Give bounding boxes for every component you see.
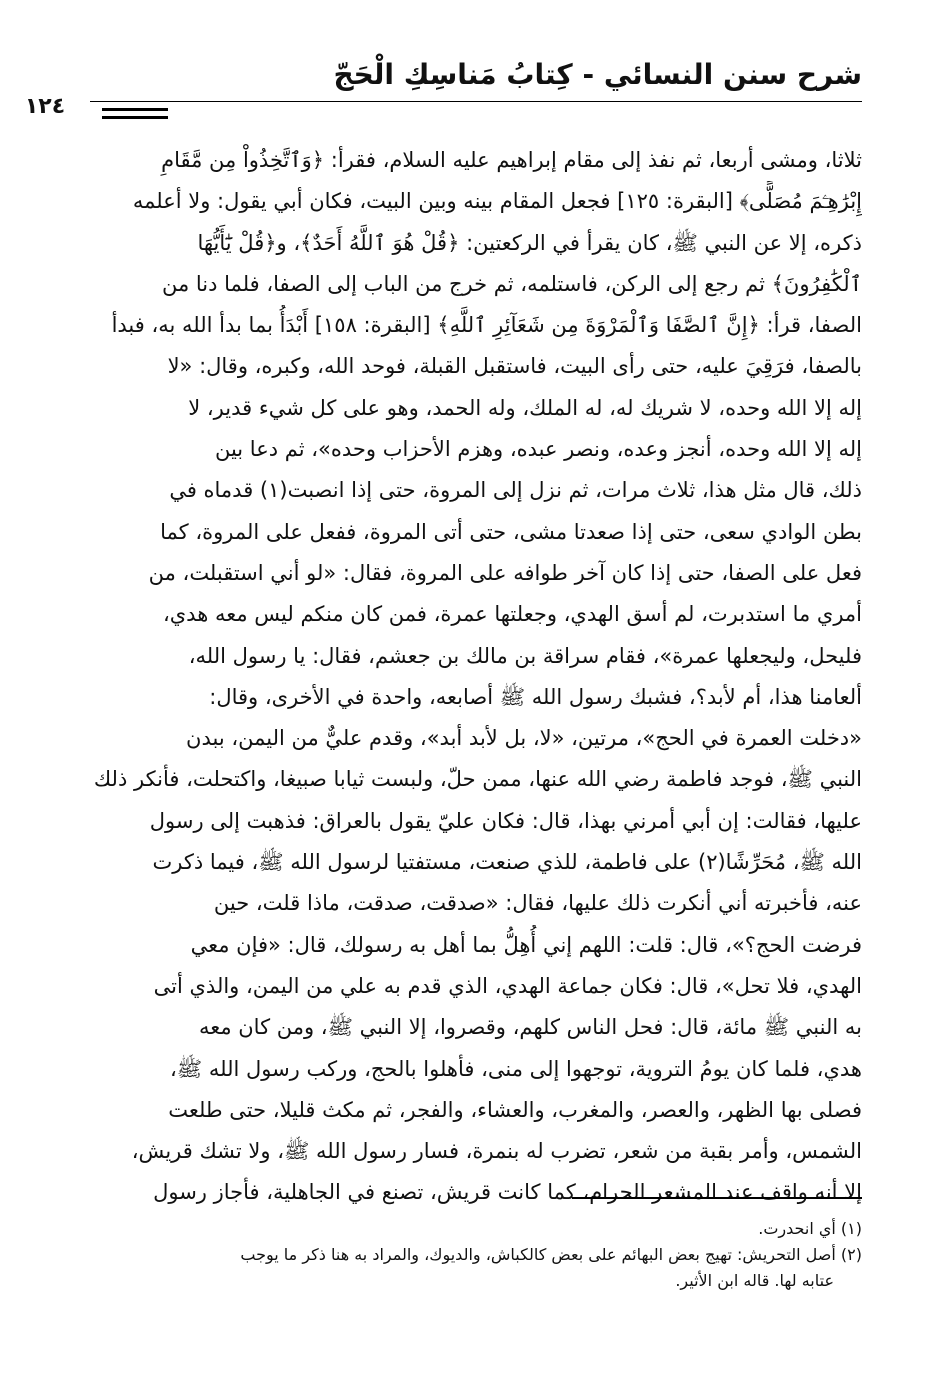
footnote-2: (٢) أصل التحريش: تهيج بعض البهائم على بعض كالكباش، والديوك، والمراد به هنا ذكر ما يوجب — [240, 1245, 862, 1264]
text-line: فعل على الصفا، حتى إذا كان آخر طوافه على المروة، فقال: «لو أني استقبلت، من — [148, 560, 862, 585]
running-title: شرح سنن النسائي - كِتابُ مَناسِكِ الْحَجّ — [333, 58, 862, 91]
footnotes — [74, 1216, 862, 1294]
text-line: فليحل، وليجعلها عمرة»، فقام سراقة بن مالك بن جعشم، فقال: يا رسول الله، — [188, 643, 862, 668]
page-header — [24, 58, 862, 119]
text-line: ذلك، قال مثل هذا، ثلاث مرات، ثم نزل إلى المروة، حتى إذا انصبت(١) قدماه في — [169, 478, 862, 503]
text-line: الهدي، فلا تحل»، قال: فكان جماعة الهدي، الذي قدم به علي من اليمن، والذي أتى — [153, 973, 862, 998]
text-line: فصلى بها الظهر، والعصر، والمغرب، والعشاء، والفجر، ثم مكث قليلا، حتى طلعت — [168, 1097, 862, 1122]
text-line: به النبي ﷺ مائة، قال: فحل الناس كلهم، وقصروا، إلا النبي ﷺ، ومن كان معه — [198, 1015, 862, 1040]
text-line: أمري ما استدبرت، لم أسق الهدي، وجعلتها عمرة، فمن كان منكم ليس معه هدي، — [162, 602, 862, 627]
footnote-1: (١) أي انحدرت. — [758, 1219, 862, 1238]
text-line: إلا أنه واقف عند المشعر الحرام، كما كانت قريش، تصنع في الجاهلية، فأجاز رسول — [153, 1180, 862, 1205]
main-text — [74, 140, 862, 1214]
text-line: ألعامنا هذا، أم لأبد؟، فشبك رسول الله ﷺ أصابعه، واحدة في الأخرى، وقال: — [209, 684, 862, 709]
text-line: هدي، فلما كان يومُ التروية، توجهوا إلى منى، فأهلوا بالحج، وركب رسول الله ﷺ، — [170, 1056, 862, 1081]
text-line: إله إلا الله وحده، لا شريك له، له الملك، وله الحمد، وهو على كل شيء قدير، لا — [188, 395, 862, 420]
text-line: ذكره، إلا عن النبي ﷺ، كان يقرأ في الركعتين: ﴿قُلْ هُوَ ٱللَّهُ أَحَدٌ﴾، و﴿قُلْ يَٰٓأَيُّهَا — [197, 230, 862, 255]
text-line: ثلاثا، ومشى أربعا، ثم نفذ إلى مقام إبراهيم عليه السلام، فقرأ: ﴿وَٱتَّخِذُواْ مِن مَّقَامِ — [161, 148, 862, 172]
footnote-2-continuation: عتابه لها. قاله ابن الأثير. — [675, 1271, 834, 1290]
text-line: إله إلا الله وحده، أنجز وعده، ونصر عبده، وهزم الأحزاب وحده»، ثم دعا بين — [214, 437, 862, 462]
text-line: ٱلْكَٰفِرُونَ﴾ ثم رجع إلى الركن، فاستلمه، ثم خرج من الباب إلى الصفا، فلما دنا من — [161, 271, 862, 296]
text-line: الشمس، وأمر بقبة من شعر، تضرب له بنمرة، فسار رسول الله ﷺ، ولا تشك قريش، — [131, 1139, 862, 1164]
page-number-box — [90, 104, 182, 124]
page-number: ١٢٤ — [24, 94, 66, 119]
page-number-rule-top — [102, 108, 168, 111]
page-number-rule-bottom — [102, 116, 168, 119]
text-line: النبي ﷺ، فوجد فاطمة رضي الله عنها، ممن حلّ، ولبست ثيابا صبيغا، واكتحلت، فأنكر ذلك — [93, 767, 862, 792]
text-line: بالصفا، فرَقِيَ عليه، حتى رأى البيت، فاستقبل القبلة، فوحد الله، وكبره، وقال: «لا — [167, 354, 862, 379]
text-line: الله ﷺ، مُحَرِّشًا(٢) على فاطمة، للذي صنعت، مستفتيا لرسول الله ﷺ، فيما ذكرت — [152, 850, 862, 875]
text-line: إِبْرَٰهِـۧمَ مُصَلًّى﴾ [البقرة: ١٢٥] فجعل المقام بينه وبين البيت، فكان أبي يقول: ولا أعلمه — [132, 189, 862, 214]
text-line: الصفا، قرأ: ﴿إِنَّ ٱلصَّفَا وَٱلْمَرْوَةَ مِن شَعَآئِرِ ٱللَّهِ﴾ [البقرة: ١٥٨] أَبْدَأُ بما بدأ الله به، فبدأ — [111, 313, 862, 338]
text-line: عليها، فقالت: إن أبي أمرني بهذا، قال: فكان عليّ يقول بالعراق: فذهبت إلى رسول — [149, 808, 862, 833]
text-line: «دخلت العمرة في الحج»، مرتين، «لا، بل لأبد أبد»، وقدم عليٌّ من اليمن، ببدن — [186, 726, 862, 751]
text-line: فرضت الحج؟»، قال: قلت: اللهم إني أُهِلُّ بما أهل به رسولك، قال: «فإن معي — [190, 932, 862, 957]
footnote-separator — [572, 1197, 862, 1199]
text-line: بطن الوادي سعى، حتى إذا صعدتا مشى، حتى أتى المروة، ففعل على المروة، كما — [160, 519, 862, 544]
text-line: عنه، فأخبرته أني أنكرت ذلك عليها، فقال: «صدقت، صدقت، ماذا قلت، حين — [213, 891, 862, 916]
header-rule — [90, 101, 862, 102]
